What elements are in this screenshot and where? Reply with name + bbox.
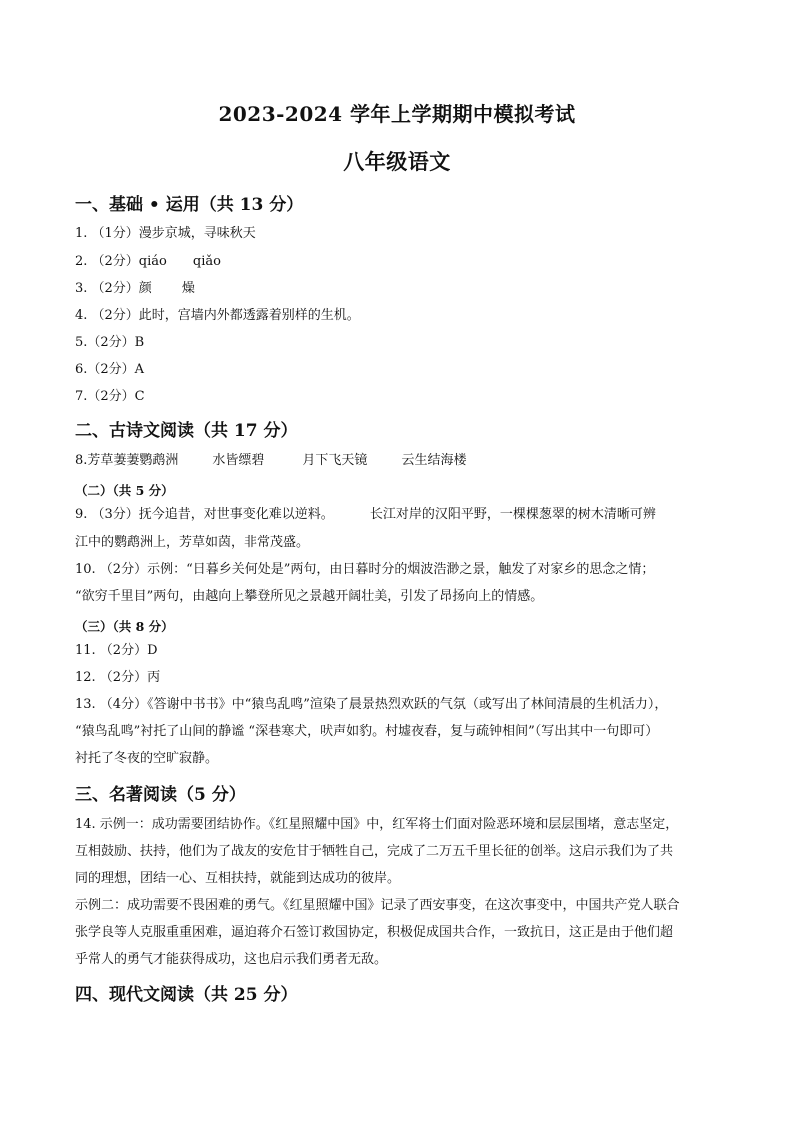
exam-title: 2023-2024 学年上学期期中模拟考试: [218, 102, 576, 126]
answer-line: 乎常人的勇气才能获得成功，这也启示我们勇者无敌。: [75, 952, 388, 967]
answer-line: “欲穷千里目”两句，由越向上攀登所见之景越开阔壮美，引发了昂扬向上的情感。: [75, 589, 544, 604]
subsection-heading: （二）（共 5 分）: [75, 483, 174, 498]
section-heading-2: 二、古诗文阅读（共 17 分）: [75, 421, 298, 441]
answer-line: “猿鸟乱鸣”衬托了山间的静谧 “深巷寒犬，吠声如豹。村墟夜舂，复与疏钟相间”（写出其中一句即可）: [75, 724, 659, 739]
answer-text: 2. （2分）qiáo: [75, 254, 167, 269]
answer-line: [75, 454, 466, 467]
answer-line: 4. （2分）此时，宫墙内外都透露着别样的生机。: [75, 308, 360, 323]
answer-line: 5.（2分）B: [75, 335, 145, 350]
answer-line: 示例二：成功需要不畏困难的勇气。《红星照耀中国》记录了西安事变，在这次事变中，中国共产党人联合: [75, 898, 680, 913]
answer-text: 长江对岸的汉阳平野，一棵棵葱翠的树木清晰可辨: [369, 507, 656, 522]
answer-line: 10. （2分）示例：“日暮乡关何处是”两句，由日暮时分的烟波浩渺之景，触发了对家乡的思念之情；: [75, 562, 655, 577]
answer-text: 水皆缥碧: [212, 453, 265, 468]
subsection-heading: （三）（共 8 分）: [75, 619, 174, 634]
answer-line: 张学良等人克服重重困难，逼迫蒋介石签订救国协定，积极促成国共合作，一致抗日，这正是由于他们超: [75, 925, 674, 940]
answer-line: 14. 示例一：成功需要团结协作。《红星照耀中国》中，红军将士们面对险恶环境和层层围堵，意志坚定，: [75, 817, 679, 832]
answer-text: 9. （3分）抚今追昔，对世事变化难以逆料。: [75, 507, 334, 522]
answer-line: 6.（2分）A: [75, 362, 145, 377]
answer-line: 7.（2分）C: [75, 389, 145, 404]
section-heading-4: 四、现代文阅读（共 25 分）: [75, 985, 298, 1005]
answer-line: [75, 255, 221, 268]
answer-line: [75, 282, 195, 295]
answer-text: 3. （2分）颜: [75, 281, 152, 296]
answer-text: qiǎo: [192, 254, 221, 269]
answer-text: 云生结海楼: [401, 453, 467, 468]
answer-text: 月下飞天镜: [302, 453, 368, 468]
answer-line: 衬托了冬夜的空旷寂静。: [75, 751, 219, 766]
answer-text: 8.芳草萋萋鹦鹉洲: [75, 453, 179, 468]
answer-line: 同的理想，团结一心、互相扶持，就能到达成功的彼岸。: [75, 871, 401, 886]
answer-line: 12. （2分）丙: [75, 670, 161, 685]
answer-line: [75, 508, 656, 521]
exam-subtitle: 八年级语文: [343, 149, 451, 174]
answer-line: 互相鼓励、扶持，他们为了战友的安危甘于牺牲自己，完成了二万五千里长征的创举。这启示我们为了共: [75, 844, 674, 859]
answer-line: 江中的鹦鹉洲上，芳草如茵，非常茂盛。: [75, 535, 310, 550]
answer-line: 1. （1分）漫步京城，寻味秋天: [75, 226, 256, 241]
answer-line: 11. （2分）D: [75, 643, 158, 658]
section-heading-1: 一、基础 • 运用（共 13 分）: [75, 195, 304, 215]
answer-text: 燥: [181, 281, 195, 296]
section-heading-3: 三、名著阅读（5 分）: [75, 785, 246, 805]
answer-line: 13. （4分）《答谢中书书》中“猿鸟乱鸣”渲染了晨景热烈欢跃的气氛（或写出了林间清晨的生机活力），: [75, 697, 668, 712]
